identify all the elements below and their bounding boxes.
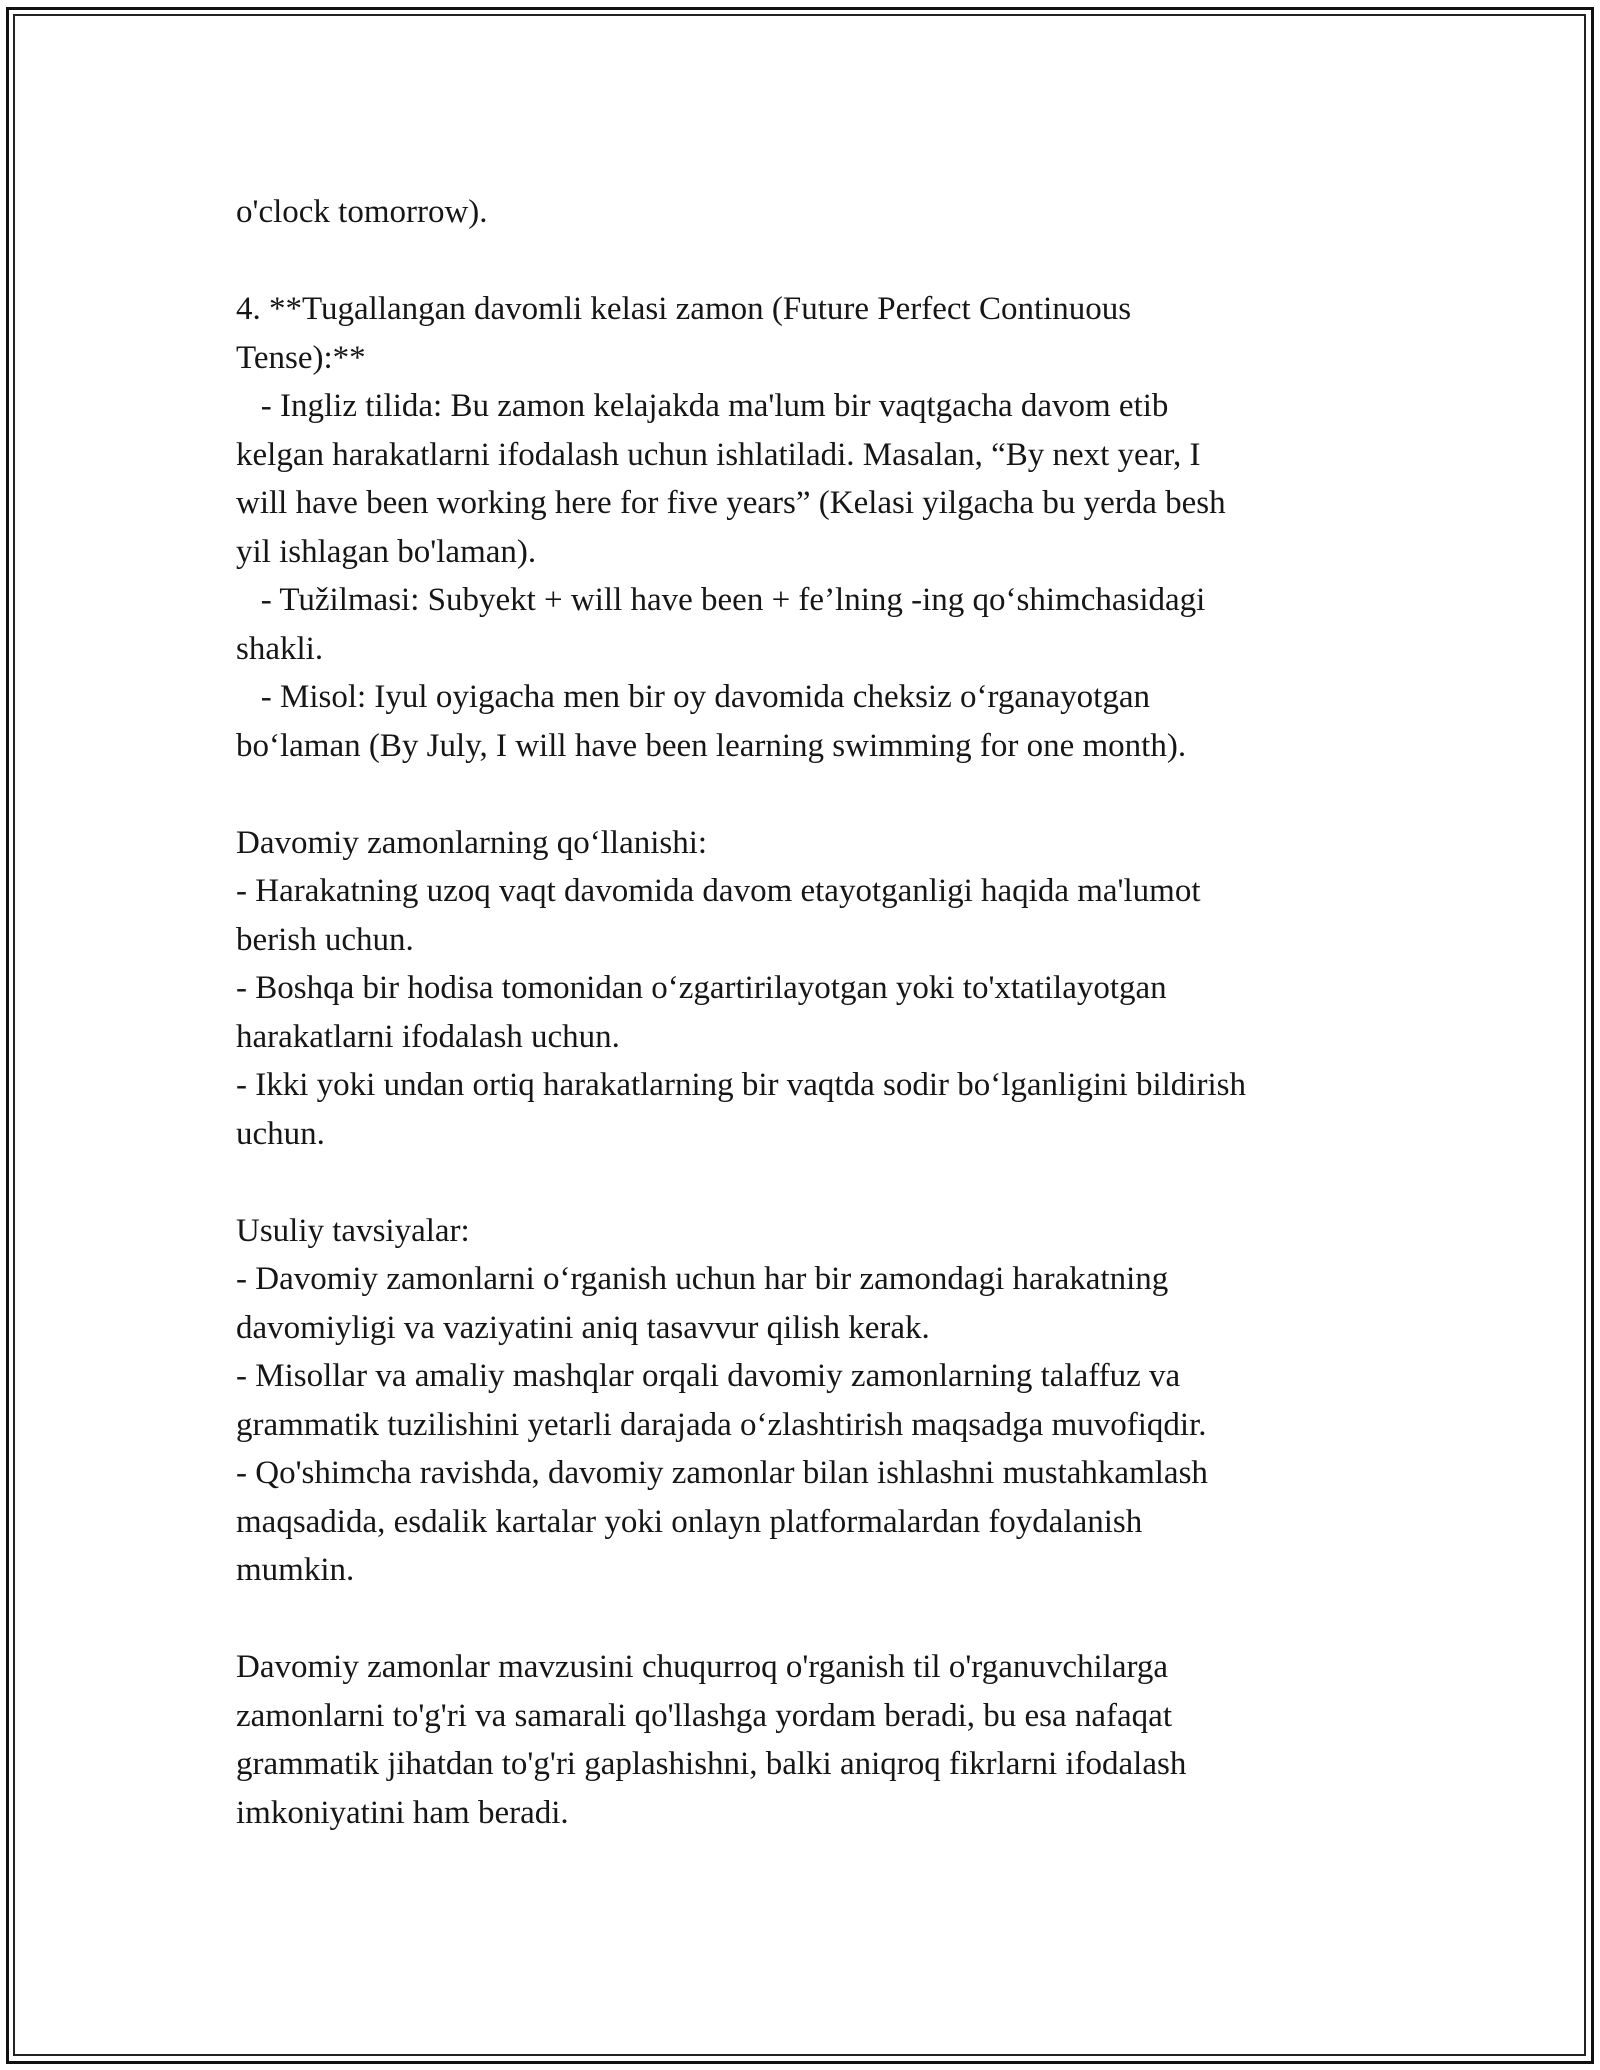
document-body-text: o'clock tomorrow). 4. **Tugallangan davomli kelasi zamon (Future Perfect Continuous Tense):** - Ingliz tilida: Bu zamon kelajakda ma'lum bir vaqtgacha davom etib kelgan harakatlarni ifodalash uchun ishlatiladi. Masalan, “By next year, I will have been working here for five years” (Kelasi yilgacha bu yerda besh yil ishlagan bo'laman). - Tužilmasi: Subyekt + will have been + fe’lning -ing qo‘shimchasidagi shakli. - Misol: Iyul oyigacha men bir oy davomida cheksiz o‘rganayotgan bo‘laman (By July, I will have been learning swimming for one month). Davomiy zamonlarning qo‘llanishi: - Harakatning uzoq vaqt davomida davom etayotganligi haqida ma'lumot berish uchun. - Boshqa bir hodisa tomonidan o‘zgartirilayotgan yoki to'xtatilayotgan harakatlarni ifodalash uchun. - Ikki yoki undan ortiq harakatlarning bir vaqtda sodir bo‘lganligini bildirish uchun. Usuliy tavsiyalar: - Davomiy zamonlarni o‘rganish uchun har bir zamondagi harakatning davomiyligi va vaziyatini aniq tasavvur qilish kerak. - Misollar va amaliy mashqlar orqali davomiy zamonlarning talaffuz va grammatik tuzilishini yetarli darajada o‘zlashtirish maqsadga muvofiqdir. - Qo'shimcha ravishda, davomiy zamonlar bilan ishlashni mustahkamlash maqsadida, esdalik kartalar yoki onlayn platformalardan foydalanish mumkin. Davomiy zamonlar mavzusini chuqurroq o'rganish til o'rganuvchilarga zamonlarni to'g'ri va samarali qo'llashga yordam beradi, bu esa nafaqat grammatik jihatdan to'g'ri gaplashishni, balki aniqroq fikrlarni ifodalash imkoniyatini ham beradi. [236, 194, 1246, 1831]
